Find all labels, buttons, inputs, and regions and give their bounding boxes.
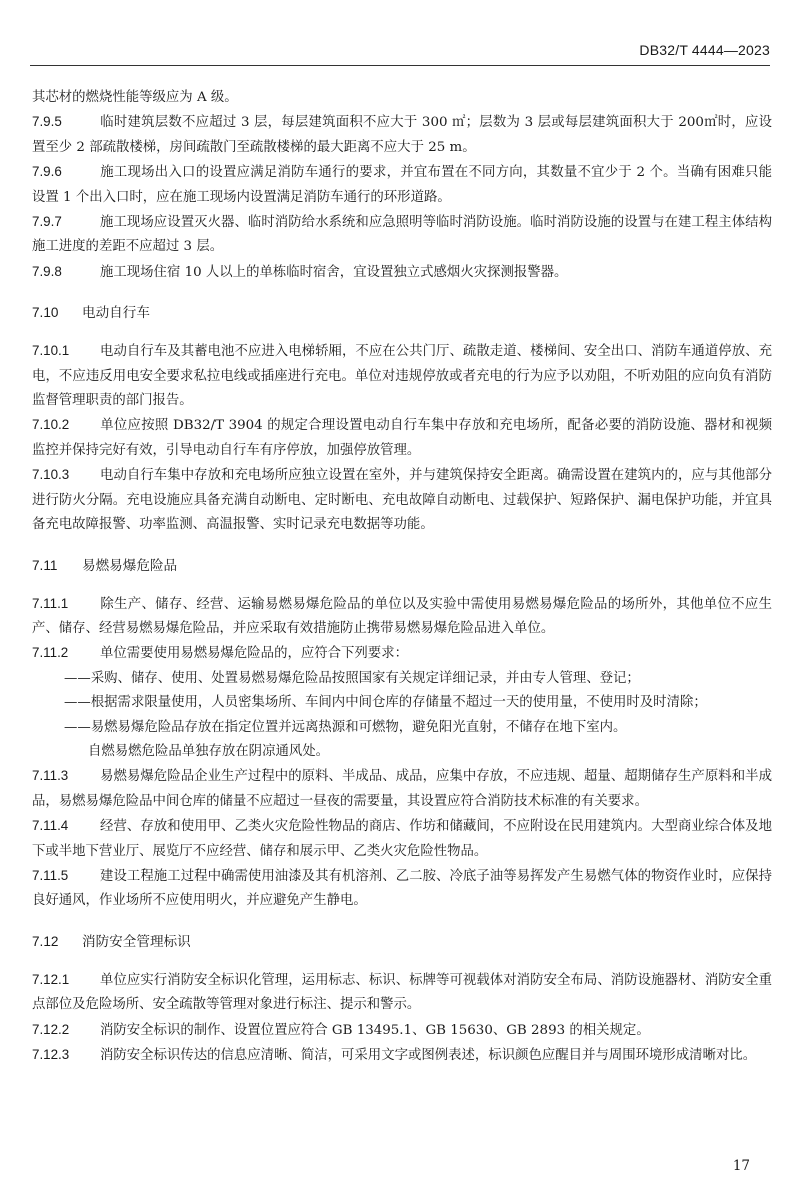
clause-paragraph bbox=[32, 86, 772, 110]
clause-number: 7.10.2 bbox=[32, 417, 70, 433]
section-number: 7.12 bbox=[32, 933, 59, 949]
clause-paragraph bbox=[32, 463, 772, 537]
clause-paragraph bbox=[32, 1018, 772, 1043]
list-item: ——根据需求限量使用，人员密集场所、车间内中间仓库的存储量不超过一天的使用量，不使用时及时清除； bbox=[64, 695, 707, 711]
document-code: DB32/T 4444—2023 bbox=[639, 42, 770, 58]
clause-number: 7.9.6 bbox=[32, 164, 62, 180]
clause-text: 消防安全标识传达的信息应清晰、简洁，可采用文字或图例表述，标识颜色应醒目并与周围环境形成清晰对比。 bbox=[100, 1048, 757, 1063]
clause-text: 临时建筑层数不应超过 3 层，每层建筑面积不应大于 300 ㎡；层数为 3 层或每层建筑面积大于 200㎡时，应设置至少 2 部疏散楼梯，房间疏散门至疏散楼梯的最大距离不应大于 25 m。 bbox=[32, 115, 772, 155]
clause-text: 单位需要使用易燃易爆危险品的，应符合下列要求： bbox=[100, 646, 408, 662]
clause-text: 其芯材的燃烧性能等级应为 A 级。 bbox=[32, 90, 238, 105]
clause-paragraph bbox=[32, 413, 772, 463]
clause-number: 7.10.1 bbox=[32, 343, 70, 359]
clause-paragraph bbox=[32, 110, 772, 160]
section-heading bbox=[32, 555, 772, 577]
section-heading bbox=[32, 931, 772, 953]
section-title: 易燃易爆危险品 bbox=[82, 557, 178, 574]
clause-text: 除生产、储存、经营、运输易燃易爆危险品的单位以及实验中需使用易燃易爆危险品的场所外，其他单位不应生产、储存、经营易燃易爆危险品，并应采取有效措施防止携带易燃易爆危险品进入单位。 bbox=[32, 596, 772, 636]
clause-number: 7.9.8 bbox=[32, 263, 62, 279]
section-number: 7.10 bbox=[32, 305, 59, 321]
clause-number: 7.11.5 bbox=[32, 867, 69, 883]
clause-text: 易燃易爆危险品企业生产过程中的原料、半成品、成品，应集中存放，不应违规、超量、超期储存生产原料和半成品，易燃易爆危险品中间仓库的储量不应超过一昼夜的需要量，其设置应符合消防技术标准的有关要求。 bbox=[32, 769, 772, 809]
clause-number: 7.12.1 bbox=[32, 971, 70, 987]
section-heading bbox=[32, 302, 772, 324]
clause-paragraph bbox=[32, 641, 772, 666]
clause-paragraph bbox=[32, 210, 772, 260]
clause-paragraph bbox=[32, 260, 772, 285]
clause-text: 施工现场应设置灭火器、临时消防给水系统和应急照明等临时消防设施。临时消防设施的设置与在建工程主体结构施工进度的差距不应超过 3 层。 bbox=[32, 215, 772, 255]
list-continuation: 自燃易燃危险品单独存放在阴凉通风处。 bbox=[88, 743, 330, 759]
list-item: ——采购、储存、使用、处置易燃易爆危险品按照国家有关规定详细记录，并由专人管理、登记； bbox=[64, 670, 640, 686]
clause-text: 单位应实行消防安全标识化管理，运用标志、标识、标牌等可视载体对消防安全布局、消防设施器材、消防安全重点部位及危险场所、安全疏散等管理对象进行标注、提示和警示。 bbox=[32, 972, 772, 1013]
clause-number: 7.9.7 bbox=[32, 214, 62, 230]
clause-number: 7.11.3 bbox=[32, 768, 69, 784]
page-number: 17 bbox=[732, 1158, 750, 1174]
clause-number: 7.11.1 bbox=[32, 595, 69, 611]
header-rule bbox=[30, 65, 770, 66]
document-body bbox=[32, 86, 772, 1068]
clause-paragraph bbox=[32, 814, 772, 864]
clause-text: 单位应按照 DB32/T 3904 的规定合理设置电动自行车集中存放和充电场所，配备必要的消防设施、器材和视频监控并保持完好有效，引导电动自行车有序停放，加强停放管理。 bbox=[32, 418, 772, 458]
clause-paragraph bbox=[32, 864, 772, 914]
clause-paragraph bbox=[32, 1043, 772, 1068]
clause-paragraph bbox=[32, 160, 772, 210]
clause-text: 建设工程施工过程中确需使用油漆及其有机溶剂、乙二胺、冷底子油等易挥发产生易燃气体的物资作业时，应保持良好通风，作业场所不应使用明火，并应避免产生静电。 bbox=[32, 868, 772, 909]
clause-number: 7.12.3 bbox=[32, 1047, 70, 1062]
clause-number: 7.11.2 bbox=[32, 645, 69, 661]
clause-number: 7.10.3 bbox=[32, 467, 70, 483]
clause-paragraph bbox=[32, 968, 772, 1018]
clause-text: 经营、存放和使用甲、乙类火灾危险性物品的商店、作坊和储藏间，不应附设在民用建筑内。大型商业综合体及地下或半地下营业厅、展览厅不应经营、储存和展示甲、乙类火灾危险性物品。 bbox=[32, 819, 772, 859]
clause-number: 7.9.5 bbox=[32, 114, 62, 130]
section-title: 消防安全管理标识 bbox=[82, 933, 191, 950]
section-title: 电动自行车 bbox=[82, 305, 150, 322]
clause-number: 7.11.4 bbox=[32, 818, 69, 834]
clause-paragraph bbox=[32, 764, 772, 814]
clause-paragraph bbox=[32, 339, 772, 413]
clause-number: 7.12.2 bbox=[32, 1021, 70, 1037]
clause-text: 电动自行车及其蓄电池不应进入电梯轿厢，不应在公共门厅、疏散走道、楼梯间、安全出口、消防车通道停放、充电，不应违反用电安全要求私拉电线或插座进行充电。单位对违规停放或者充电的行为应予以劝阻，不听劝阻的应向负有消防监督管理职责的部门报告。 bbox=[32, 344, 772, 409]
section-number: 7.11 bbox=[32, 557, 58, 573]
clause-text: 施工现场住宿 10 人以上的单栋临时宿舍，宜设置独立式感烟火灾探测报警器。 bbox=[100, 264, 568, 280]
clause-text: 电动自行车集中存放和充电场所应独立设置在室外，并与建筑保持安全距离。确需设置在建筑内的，应与其他部分进行防火分隔。充电设施应具备充满自动断电、定时断电、充电故障自动断电、过载保护、短路保护、漏电保护功能，并宜具备充电故障报警、功率监测、高温报警、实时记录充电数据等功能。 bbox=[32, 468, 772, 533]
list-item: ——易燃易爆危险品存放在指定位置并远离热源和可燃物，避免阳光直射，不储存在地下室内。 bbox=[64, 719, 627, 735]
clause-text: 消防安全标识的制作、设置位置应符合 GB 13495.1、GB 15630、GB 2893 的相关规定。 bbox=[100, 1022, 650, 1038]
clause-text: 施工现场出入口的设置应满足消防车通行的要求，并宜布置在不同方向，其数量不宜少于 2 个。当确有困难只能设置 1 个出入口时，应在施工现场内设置满足消防车通行的环形道路。 bbox=[32, 165, 772, 205]
clause-paragraph bbox=[32, 592, 772, 642]
